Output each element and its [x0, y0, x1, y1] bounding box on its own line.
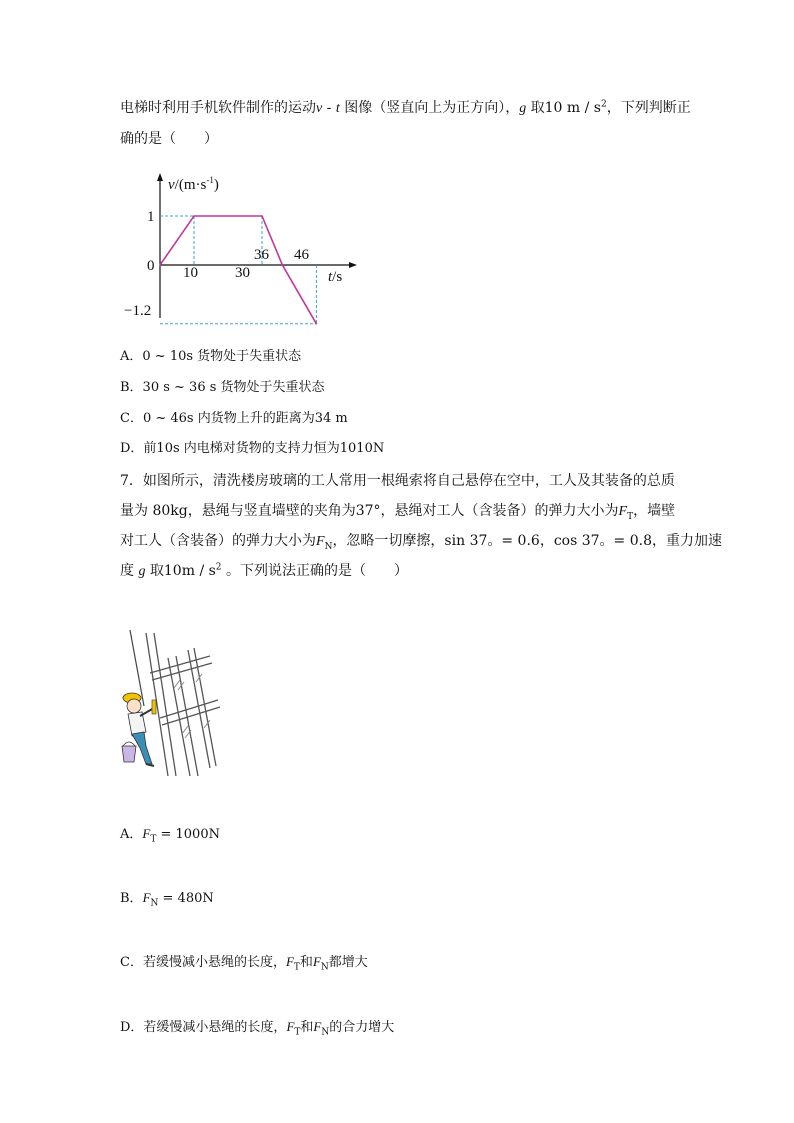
tick-label-neg1.2: −1.2 — [124, 303, 152, 319]
bucket — [122, 746, 136, 762]
vt-point-2 — [261, 215, 263, 217]
q7-a-label: A． — [120, 827, 143, 842]
tick-label-30: 30 — [235, 265, 250, 281]
q7-line3-F: F — [316, 534, 325, 549]
q7-a-F: F — [142, 826, 151, 841]
q7-b-label: B． — [120, 891, 143, 906]
q7-line2-sub: T — [627, 511, 634, 522]
tick-label-36: 36 — [254, 247, 269, 263]
q7-c-sub1: T — [293, 962, 300, 973]
q7-d-sub2: N — [321, 1027, 330, 1038]
q7-b-sub: N — [150, 898, 159, 909]
squeegee — [152, 700, 156, 714]
q6-stem-t: t — [335, 101, 340, 116]
q7-line3-text2: ，忽略一切摩擦，sin 37。= 0.6，cos 37。= 0.8，重力加速 — [332, 533, 722, 549]
q7-option-d[interactable] — [120, 1016, 394, 1038]
q7-line4-sq: 2 — [215, 562, 222, 573]
q6-stem-g: g — [519, 101, 527, 116]
q6-option-b[interactable]: B．30 s ~ 36 s 货物处于失重状态 — [120, 380, 325, 395]
q7-a-value: = 1000N — [156, 827, 220, 842]
q7-c-mid: 和 — [299, 955, 313, 970]
q7-line4-g: g — [138, 564, 146, 579]
q7-c-sub2: N — [320, 962, 329, 973]
q7-d-mid: 和 — [300, 1020, 314, 1035]
y-axis-arrow — [157, 173, 163, 181]
q7-line3-text: 对工人（含装备）的弹力大小为 — [120, 533, 316, 549]
q7-a-sub: T — [150, 834, 157, 845]
q6-option-a[interactable]: A．0 ~ 10s 货物处于失重状态 — [120, 349, 302, 364]
worker-shoe — [146, 764, 154, 766]
window-cleaner-illustration — [110, 628, 230, 778]
q6-stem-line2: 确的是（ ） — [120, 131, 218, 147]
q6-stem-sq: 2 — [601, 99, 607, 110]
q7-d-sub1: T — [294, 1027, 301, 1038]
q7-b-F: F — [142, 890, 151, 905]
q7-line2-F: F — [618, 504, 628, 519]
q7-line2-text: 量为 80kg，悬绳与竖直墙壁的夹角为37°，悬绳对工人（含装备）的弹力大小为 — [120, 503, 619, 519]
q7-d-rest: 的合力增大 — [329, 1020, 395, 1035]
vt-point-4 — [316, 323, 318, 325]
q7-option-b[interactable] — [120, 887, 214, 909]
vt-point-1 — [193, 215, 195, 217]
tick-label-46: 46 — [294, 247, 309, 263]
building-frame — [146, 633, 220, 776]
q7-b-value: = 480N — [158, 891, 214, 906]
q6-option-c[interactable]: C．0 ~ 46s 内货物上升的距离为34 m — [120, 411, 348, 426]
q7-d-F2: F — [313, 1019, 322, 1034]
q7-option-c[interactable] — [120, 951, 368, 973]
bucket-handle — [123, 742, 135, 746]
q7-line2-text2: ，墙壁 — [633, 503, 676, 519]
y-axis-label: $v/(m\cdot s^{-1})$ — [168, 175, 219, 193]
q7-d-F1: F — [286, 1019, 295, 1034]
q7-line3-sub: N — [324, 541, 333, 552]
q6-stem-unit: 取10 m / s — [526, 100, 601, 116]
tick-label-0: 0 — [147, 258, 155, 274]
q6-stem-dash: - — [322, 100, 336, 116]
q7-c-F2: F — [312, 954, 321, 969]
vt-point-3 — [282, 264, 284, 266]
q7-c-F1: F — [285, 954, 294, 969]
q7-line4-unit: 取10m / s — [145, 563, 216, 579]
x-axis-arrow — [349, 262, 357, 268]
q7-d-label: D．若缓慢减小悬绳的长度， — [120, 1020, 287, 1035]
q7-c-label: C．若缓慢减小悬绳的长度， — [120, 955, 286, 970]
q6-option-d[interactable]: D．前10s 内电梯对货物的支持力恒为1010N — [120, 441, 385, 456]
tick-label-1: 1 — [147, 209, 155, 225]
q7-option-a[interactable] — [120, 823, 220, 845]
x-axis-label: t/s — [328, 269, 343, 285]
vt-point-0 — [159, 264, 161, 266]
q6-stem-line1 — [120, 97, 691, 117]
q6-stem-text: 电梯时利用手机软件制作的运动 — [120, 100, 316, 116]
tick-label-10: 10 — [183, 265, 198, 281]
q6-vt-graph — [124, 170, 370, 325]
q6-stem-v: v — [316, 101, 323, 116]
q7-stem-line4 — [120, 560, 408, 580]
q7-c-rest: 都增大 — [328, 955, 368, 970]
q7-line4-text2: 。下列说法正确的是（ ） — [221, 563, 408, 579]
q7-stem-line3 — [120, 530, 722, 552]
q7-stem-line1: 7．如图所示，清洗楼房玻璃的工人常用一根绳索将自己悬停在空中，工人及其装备的总质 — [120, 473, 675, 489]
worker-head — [127, 699, 141, 713]
q6-stem-text2: 图像（竖直向上为正方向）， — [339, 100, 520, 116]
q7-line4-text: 度 — [120, 563, 139, 579]
q7-stem-line2 — [120, 500, 675, 522]
q6-stem-text3: ，下列判断正 — [606, 100, 691, 116]
